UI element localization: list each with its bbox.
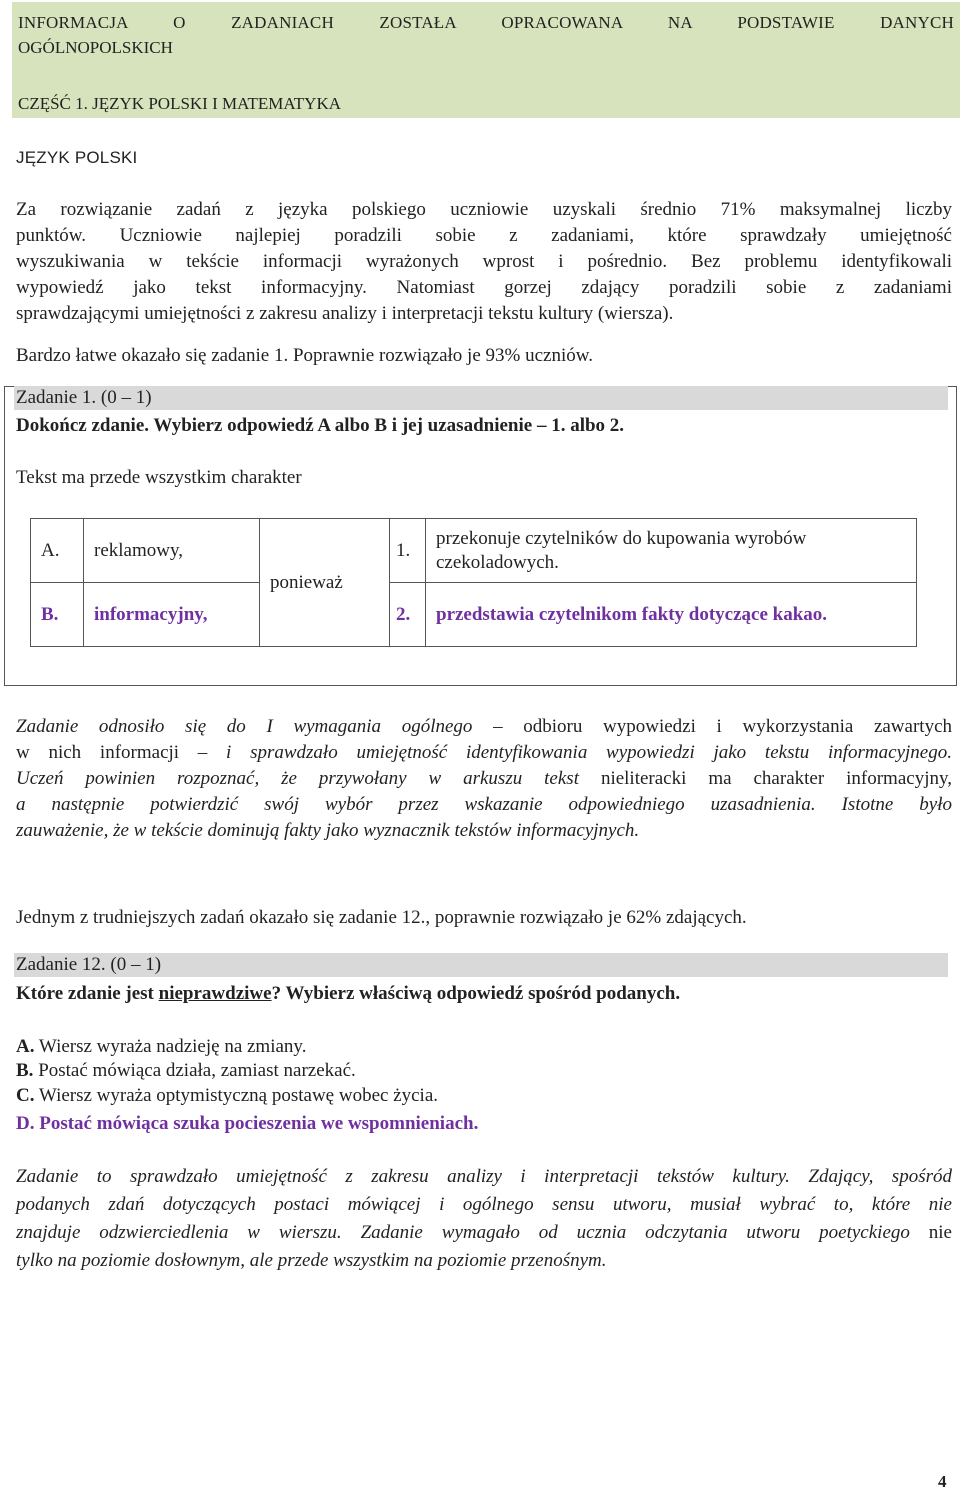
task1-comment-line: zauważenie, że w tekście dominują fakty jako wyznacznik tekstów informacyjnych. [16, 820, 640, 841]
reason-number-1: 1. [390, 519, 426, 583]
task12-comment-line: Zadanie to sprawdzało umiejętność z zakresu analizy i interpretacji tekstów kultury. Zdający, spośród [16, 1166, 952, 1187]
option-letter-a: A. [31, 519, 84, 583]
task1-label-bar [14, 386, 948, 410]
task12-instruction: Które zdanie jest nieprawdziwe? Wybierz właściwą odpowiedź spośród podanych. [16, 983, 681, 1004]
reason-1: przekonuje czytelników do kupowania wyrobów czekoladowych. [426, 519, 917, 583]
task1-label: Zadanie 1. (0 – 1) [16, 387, 152, 408]
task12-comment-line: znajduje odzwierciedlenia w wierszu. Zadanie wymagało od ucznia odczytania utworu poetyckiego nie [16, 1222, 952, 1243]
intro-line: wyszukiwania w tekście informacji wyrażonych wprost i pośrednio. Bez problemu identyfikowali [16, 251, 952, 272]
header-title: INFORMACJA O ZADANIACH ZOSTAŁA OPRACOWANA NA PODSTAWIE DANYCH [18, 13, 954, 32]
task12-option-c: C. Wiersz wyraża optymistyczną postawę wobec życia. [16, 1085, 439, 1106]
intro-line: sprawdzającymi umiejętności z zakresu analizy i interpretacji tekstu kultury (wiersza). [16, 303, 674, 324]
task12-comment-line: podanych zdań dotyczących postaci mówiącej i ogólnego sensu utworu, musiał wybrać to, które nie [16, 1194, 952, 1215]
intro-line: punktów. Uczniowie najlepiej poradzili sobie z zadaniami, które sprawdzały umiejętność [16, 225, 952, 246]
answer-table [30, 518, 917, 647]
task12-label: Zadanie 12. (0 – 1) [16, 954, 162, 975]
reason-number-2: 2. [390, 583, 426, 647]
task12-option-a: A. Wiersz wyraża nadzieję na zmiany. [16, 1036, 307, 1057]
page-number: 4 [938, 1472, 947, 1491]
task1-comment-line: w nich informacji – i sprawdzało umiejętność identyfikowania wypowiedzi jako tekstu informacyjnego. [16, 742, 952, 763]
task12-option-d: D. Postać mówiąca szuka pocieszenia we wspomnieniach. [16, 1113, 479, 1134]
part-title: CZĘŚĆ 1. JĘZYK POLSKI I MATEMATYKA [18, 94, 342, 113]
task1-instruction: Dokończ zdanie. Wybierz odpowiedź A albo B i jej uzasadnienie – 1. albo 2. [16, 415, 625, 436]
task12-option-b: B. Postać mówiąca działa, zamiast narzekać. [16, 1060, 356, 1081]
option-b: informacyjny, [84, 583, 260, 647]
task1-comment-line: Uczeń powinien rozpoznać, że przywołany w arkuszu tekst nieliteracki ma charakter informacyjny, [16, 768, 952, 789]
intro-line: wypowiedź jako tekst informacyjny. Natomiast gorzej zdający poradzili sobie z zadaniami [16, 277, 952, 298]
section-title: JĘZYK POLSKI [16, 148, 138, 167]
option-letter-b: B. [31, 583, 84, 647]
intro-line: Za rozwiązanie zadań z języka polskiego uczniowie uzyskali średnio 71% maksymalnej liczby [16, 199, 952, 220]
option-a: reklamowy, [84, 519, 260, 583]
task1-comment-line: Zadanie odnosiło się do I wymagania ogólnego – odbioru wypowiedzi i wykorzystania zawartych [16, 716, 953, 737]
header-title-continued: OGÓLNOPOLSKICH [18, 38, 173, 57]
connector-word: ponieważ [260, 519, 390, 647]
task12-intro: Jednym z trudniejszych zadań okazało się zadanie 12., poprawnie rozwiązało je 62% zdających. [16, 907, 747, 928]
intro-task1-summary: Bardzo łatwe okazało się zadanie 1. Poprawnie rozwiązało je 93% uczniów. [16, 345, 593, 366]
task1-comment-line: a następnie potwierdzić swój wybór przez wskazanie odpowiedniego uzasadnienia. Istotne było [16, 794, 952, 815]
task12-comment-line: tylko na poziomie dosłownym, ale przede wszystkim na poziomie przenośnym. [16, 1250, 607, 1271]
reason-2: przedstawia czytelnikom fakty dotyczące kakao. [426, 583, 917, 647]
task1-stem: Tekst ma przede wszystkim charakter [16, 467, 302, 488]
